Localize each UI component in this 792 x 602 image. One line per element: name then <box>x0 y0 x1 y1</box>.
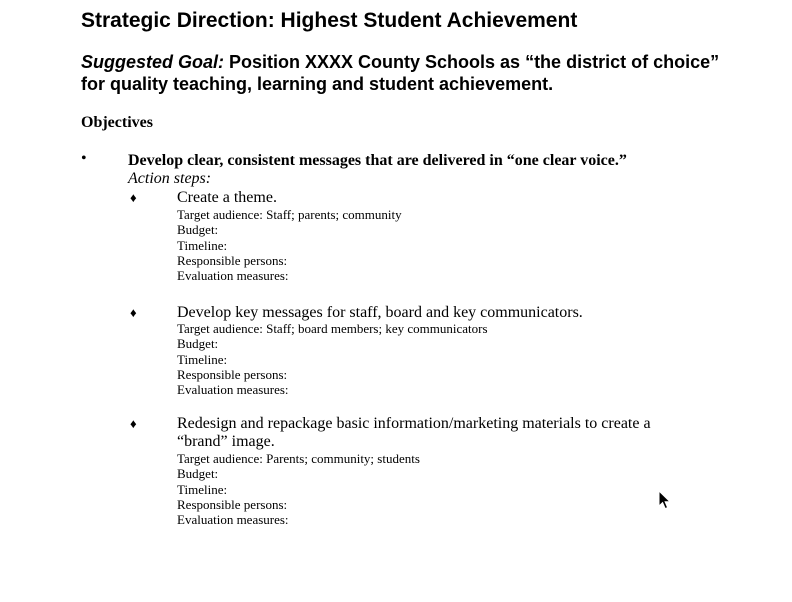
diamond-bullet-icon: ♦ <box>130 190 137 205</box>
diamond-bullet-icon: ♦ <box>130 416 137 431</box>
responsible-persons-field: Responsible persons: <box>177 252 288 268</box>
evaluation-measures-field: Evaluation measures: <box>177 268 289 284</box>
responsible-persons-field: Responsible persons: <box>177 496 288 512</box>
bullet-icon: • <box>81 150 87 167</box>
mouse-pointer-icon <box>658 490 672 512</box>
target-audience: Target audience: Staff; parents; community <box>177 207 402 222</box>
page-title: Strategic Direction: Highest Student Achievement <box>81 9 578 32</box>
diamond-bullet-icon: ♦ <box>130 305 137 320</box>
timeline-field: Timeline: <box>177 481 228 497</box>
step-details <box>177 321 488 397</box>
step-title: Develop key messages for staff, board and key communicators. <box>177 304 583 321</box>
timeline-field: Timeline: <box>177 351 228 367</box>
step-title: Redesign and repackage basic information/marketing materials to create a “brand” image. <box>177 415 651 450</box>
step-details <box>177 451 420 527</box>
timeline-field: Timeline: <box>177 237 228 253</box>
goal-text: Position XXXX County Schools as “the district of choice” for quality teaching, learning and student achievement. <box>81 52 720 94</box>
step-details <box>177 207 402 283</box>
budget-field: Budget: <box>177 466 219 482</box>
budget-field: Budget: <box>177 222 219 238</box>
budget-field: Budget: <box>177 336 219 352</box>
evaluation-measures-field: Evaluation measures: <box>177 382 289 398</box>
suggested-goal <box>81 51 721 95</box>
target-audience: Target audience: Staff; board members; key communicators <box>177 321 488 336</box>
objective-item: Develop clear, consistent messages that are delivered in “one clear voice.” <box>128 152 627 169</box>
action-steps-label: Action steps: <box>128 170 212 187</box>
goal-label: Suggested Goal: <box>81 52 225 72</box>
step-title: Create a theme. <box>177 189 277 206</box>
objectives-heading: Objectives <box>81 114 153 131</box>
responsible-persons-field: Responsible persons: <box>177 366 288 382</box>
evaluation-measures-field: Evaluation measures: <box>177 512 289 528</box>
target-audience: Target audience: Parents; community; students <box>177 451 420 466</box>
